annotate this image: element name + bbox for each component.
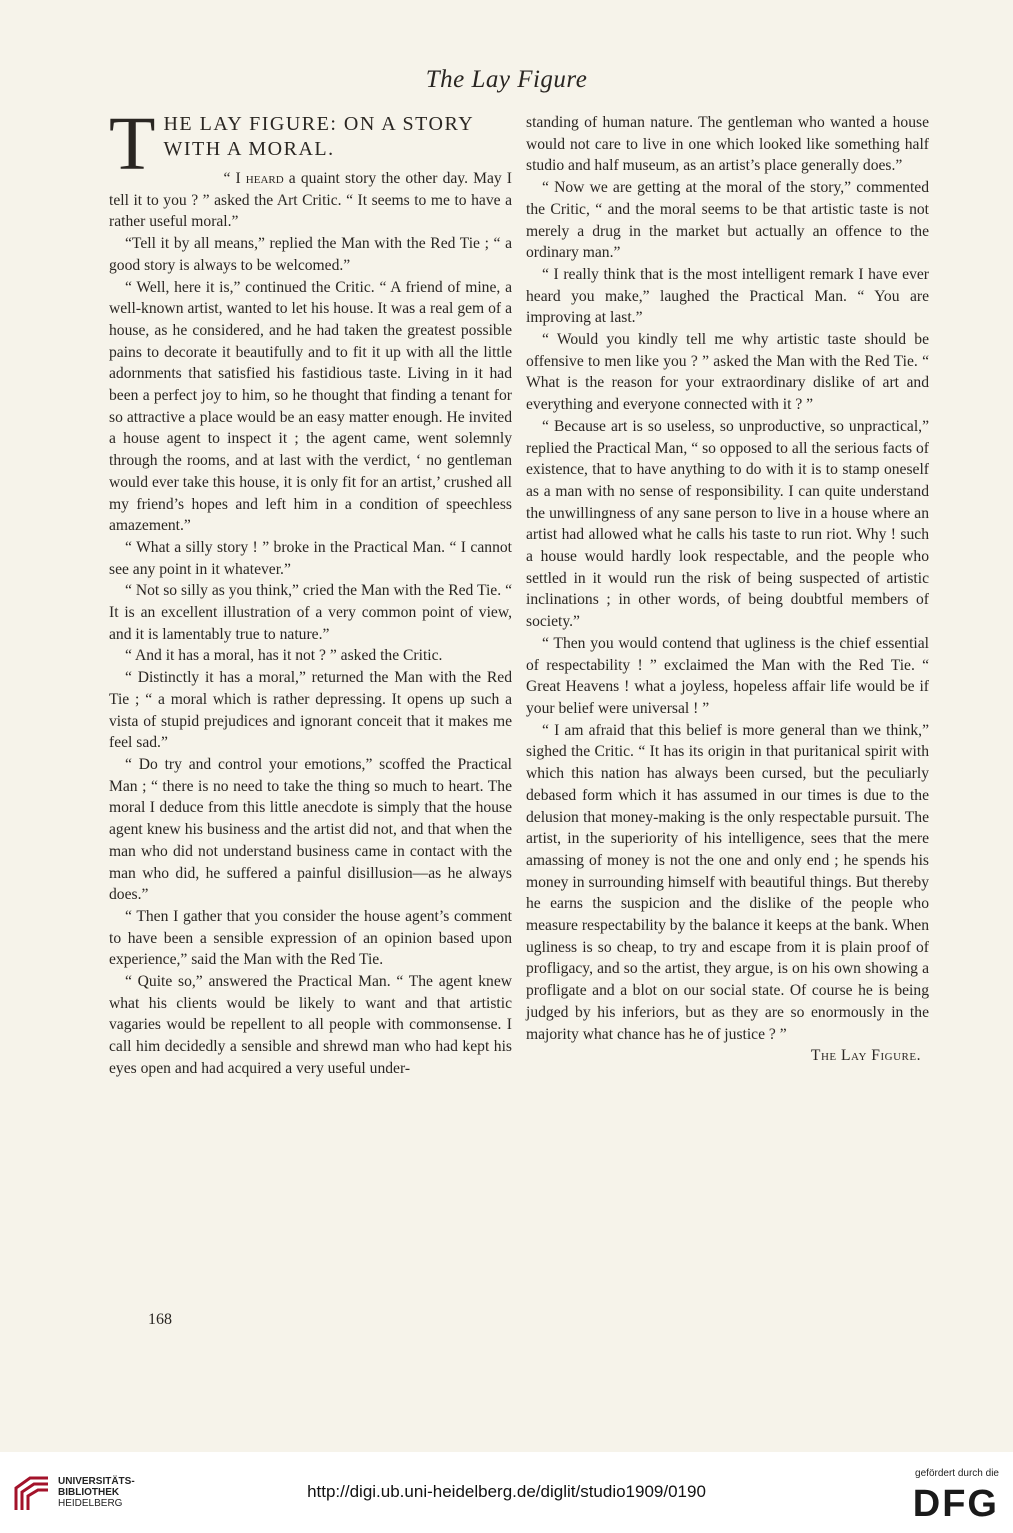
title-line-1: HE LAY FIGURE: ON A STORY xyxy=(163,113,475,135)
paragraph: “ I really think that is the most intelligent remark I have ever heard you make,” laughed the Practical Man. “ You are improving at last.” xyxy=(526,265,929,327)
paragraph: “ And it has a moral, has it not ? ” asked the Critic. xyxy=(125,647,443,665)
right-column xyxy=(526,112,929,1067)
lead-in: “ I heard xyxy=(223,170,284,187)
paragraph: “ Well, here it is,” continued the Critic. “ A friend of mine, a well-known artist, wanted to let his house. It was a real gem of a house, as he considered, and he had taken the greatest possible pains to decorate it beautifully and to fit it up with all the little adornments that satisfied his fastidious taste. Living in it had been a perfect joy to him, so he thought that finding a tenant for so attractive a place would be an easy matter enough. He invited a house agent to inspect it ; the agent came, went solemnly through the rooms, and at last with the verdict, ‘ no gentleman would ever take this house, it is only fit for an artist,’ crushed all my friend’s hopes and left him in a condition of speechless amazement.” xyxy=(109,278,512,535)
paragraph: “ Then you would contend that ugliness is the chief essential of respectability ! ” exclaimed the Man with the Red Tie. “ Great Heavens ! what a joyless, hopeless affair life would be if your belief were universal ! ” xyxy=(526,634,929,717)
drop-cap: T xyxy=(109,102,156,186)
institution-line: UNIVERSITÄTS- xyxy=(58,1476,135,1487)
paragraph: “ Do try and control your emotions,” scoffed the Practical Man ; “ there is no need to take the thing so much to heart. The moral I deduce from this little anecdote is simply that the house agent knew his business and the artist did not, and that when the man who did not understand business came in contact with the man who did, he suffered a painful disillusion—as he always does.” xyxy=(109,755,512,904)
title-line-2: WITH A MORAL. xyxy=(163,138,335,160)
paragraph: “ Quite so,” answered the Practical Man. “ The agent knew what his clients would be likely to want and that artistic vagaries would be repellent to all people with commonsense. I call him decidedly a sensible and shrewd man who had kept his eyes open and had acquired a very useful under- xyxy=(109,973,512,1077)
paragraph: “ Now we are getting at the moral of the story,” commented the Critic, “ and the moral seems to be that artistic taste is not merely a drug in the market but actually an offence to the ordinary man.” xyxy=(526,179,929,262)
permalink-url[interactable]: http://digi.ub.uni-heidelberg.de/diglit/studio1909/0190 xyxy=(307,1482,706,1501)
paragraph-text: a quaint story the other day. May I tell it to you ? ” asked the Art Critic. “ It seems to me to have a rather useful moral.” xyxy=(109,170,512,231)
paragraph: “ Not so silly as you think,” cried the Man with the Red Tie. “ It is an excellent illustration of a very common point of view, and it is lamentably true to nature.” xyxy=(109,582,512,643)
paragraph: “ Because art is so useless, so unproductive, so unpractical,” replied the Practical Man, “ so opposed to all the serious facts of existence, that to have anything to do with it is to stamp oneself as a man with no sense of responsibility. I can quite understand the unwillingness of any sane person to live in a house where an artist had allowed what he calls his taste to run riot. Why ! such a house would hardly look respectable, and the people who settled in it would run the risk of being suspected of artistic inclinations ; in other words, of being doubtful members of society.” xyxy=(526,417,929,631)
paragraph: “ What a silly story ! ” broke in the Practical Man. “ I cannot see any point in it whatever.” xyxy=(109,538,512,578)
left-column xyxy=(109,102,512,1080)
digitization-footer xyxy=(0,1452,1013,1533)
signature: The Lay Figure. xyxy=(810,1047,921,1065)
dfg-logo: DFG xyxy=(912,1483,999,1525)
paragraph: “Tell it by all means,” replied the Man with the Red Tie ; “ a good story is always to be welcomed.” xyxy=(109,235,512,274)
running-head: The Lay Figure xyxy=(425,66,588,93)
paragraph: “ I am afraid that this belief is more general than we think,” sighed the Critic. “ It has its origin in that puritanical spirit with which this nation has always been cursed, but the peculiarly debased form which it has assumed in our times is due to the delusion that money-making is the only respectable pursuit. The artist, in the superiority of his intelligence, sees that the mere amassing of money is not the one and only end ; he spends his money in surrounding himself with beautiful things. But thereby he earns the suspicion and the dislike of the people who measure respectability by the balance it keeps at the bank. When ugliness is so cheap, to try and escape from it is plain proof of profligacy, and so the artist, they argue, is on his own showing a profligate and a blot on our social state. Of course he is being judged by his inferiors, but as they are so enormously in the majority what chance has he of justice ? ” xyxy=(526,721,929,1043)
paragraph: “ Then I gather that you consider the house agent’s comment to have been a sensible expression of an opinion based upon experience,” said the Man with the Red Tie. xyxy=(109,907,512,969)
paragraph: “ Distinctly it has a moral,” returned the Man with the Red Tie ; “ a moral which is rather depressing. It opens up such a vista of stupid prejudices and ignorant conceit that it makes me feel sad.” xyxy=(109,669,512,752)
page-number: 168 xyxy=(148,1311,172,1328)
institution-line: HEIDELBERG xyxy=(58,1498,123,1509)
paragraph: “ Would you kindly tell me why artistic taste should be offensive to men like you ? ” asked the Man with the Red Tie. “ What is the reason for your extraordinary dislike of art and everything and everyone connected with it ? ” xyxy=(526,331,929,414)
paragraph xyxy=(109,168,512,233)
funding-caption: gefördert durch die xyxy=(915,1468,999,1479)
institution-line: BIBLIOTHEK xyxy=(58,1487,120,1498)
paragraph-continued: standing of human nature. The gentleman who wanted a house would not care to live in one which looked like something half studio and half museum, as an artist’s place generally does.” xyxy=(526,114,929,175)
